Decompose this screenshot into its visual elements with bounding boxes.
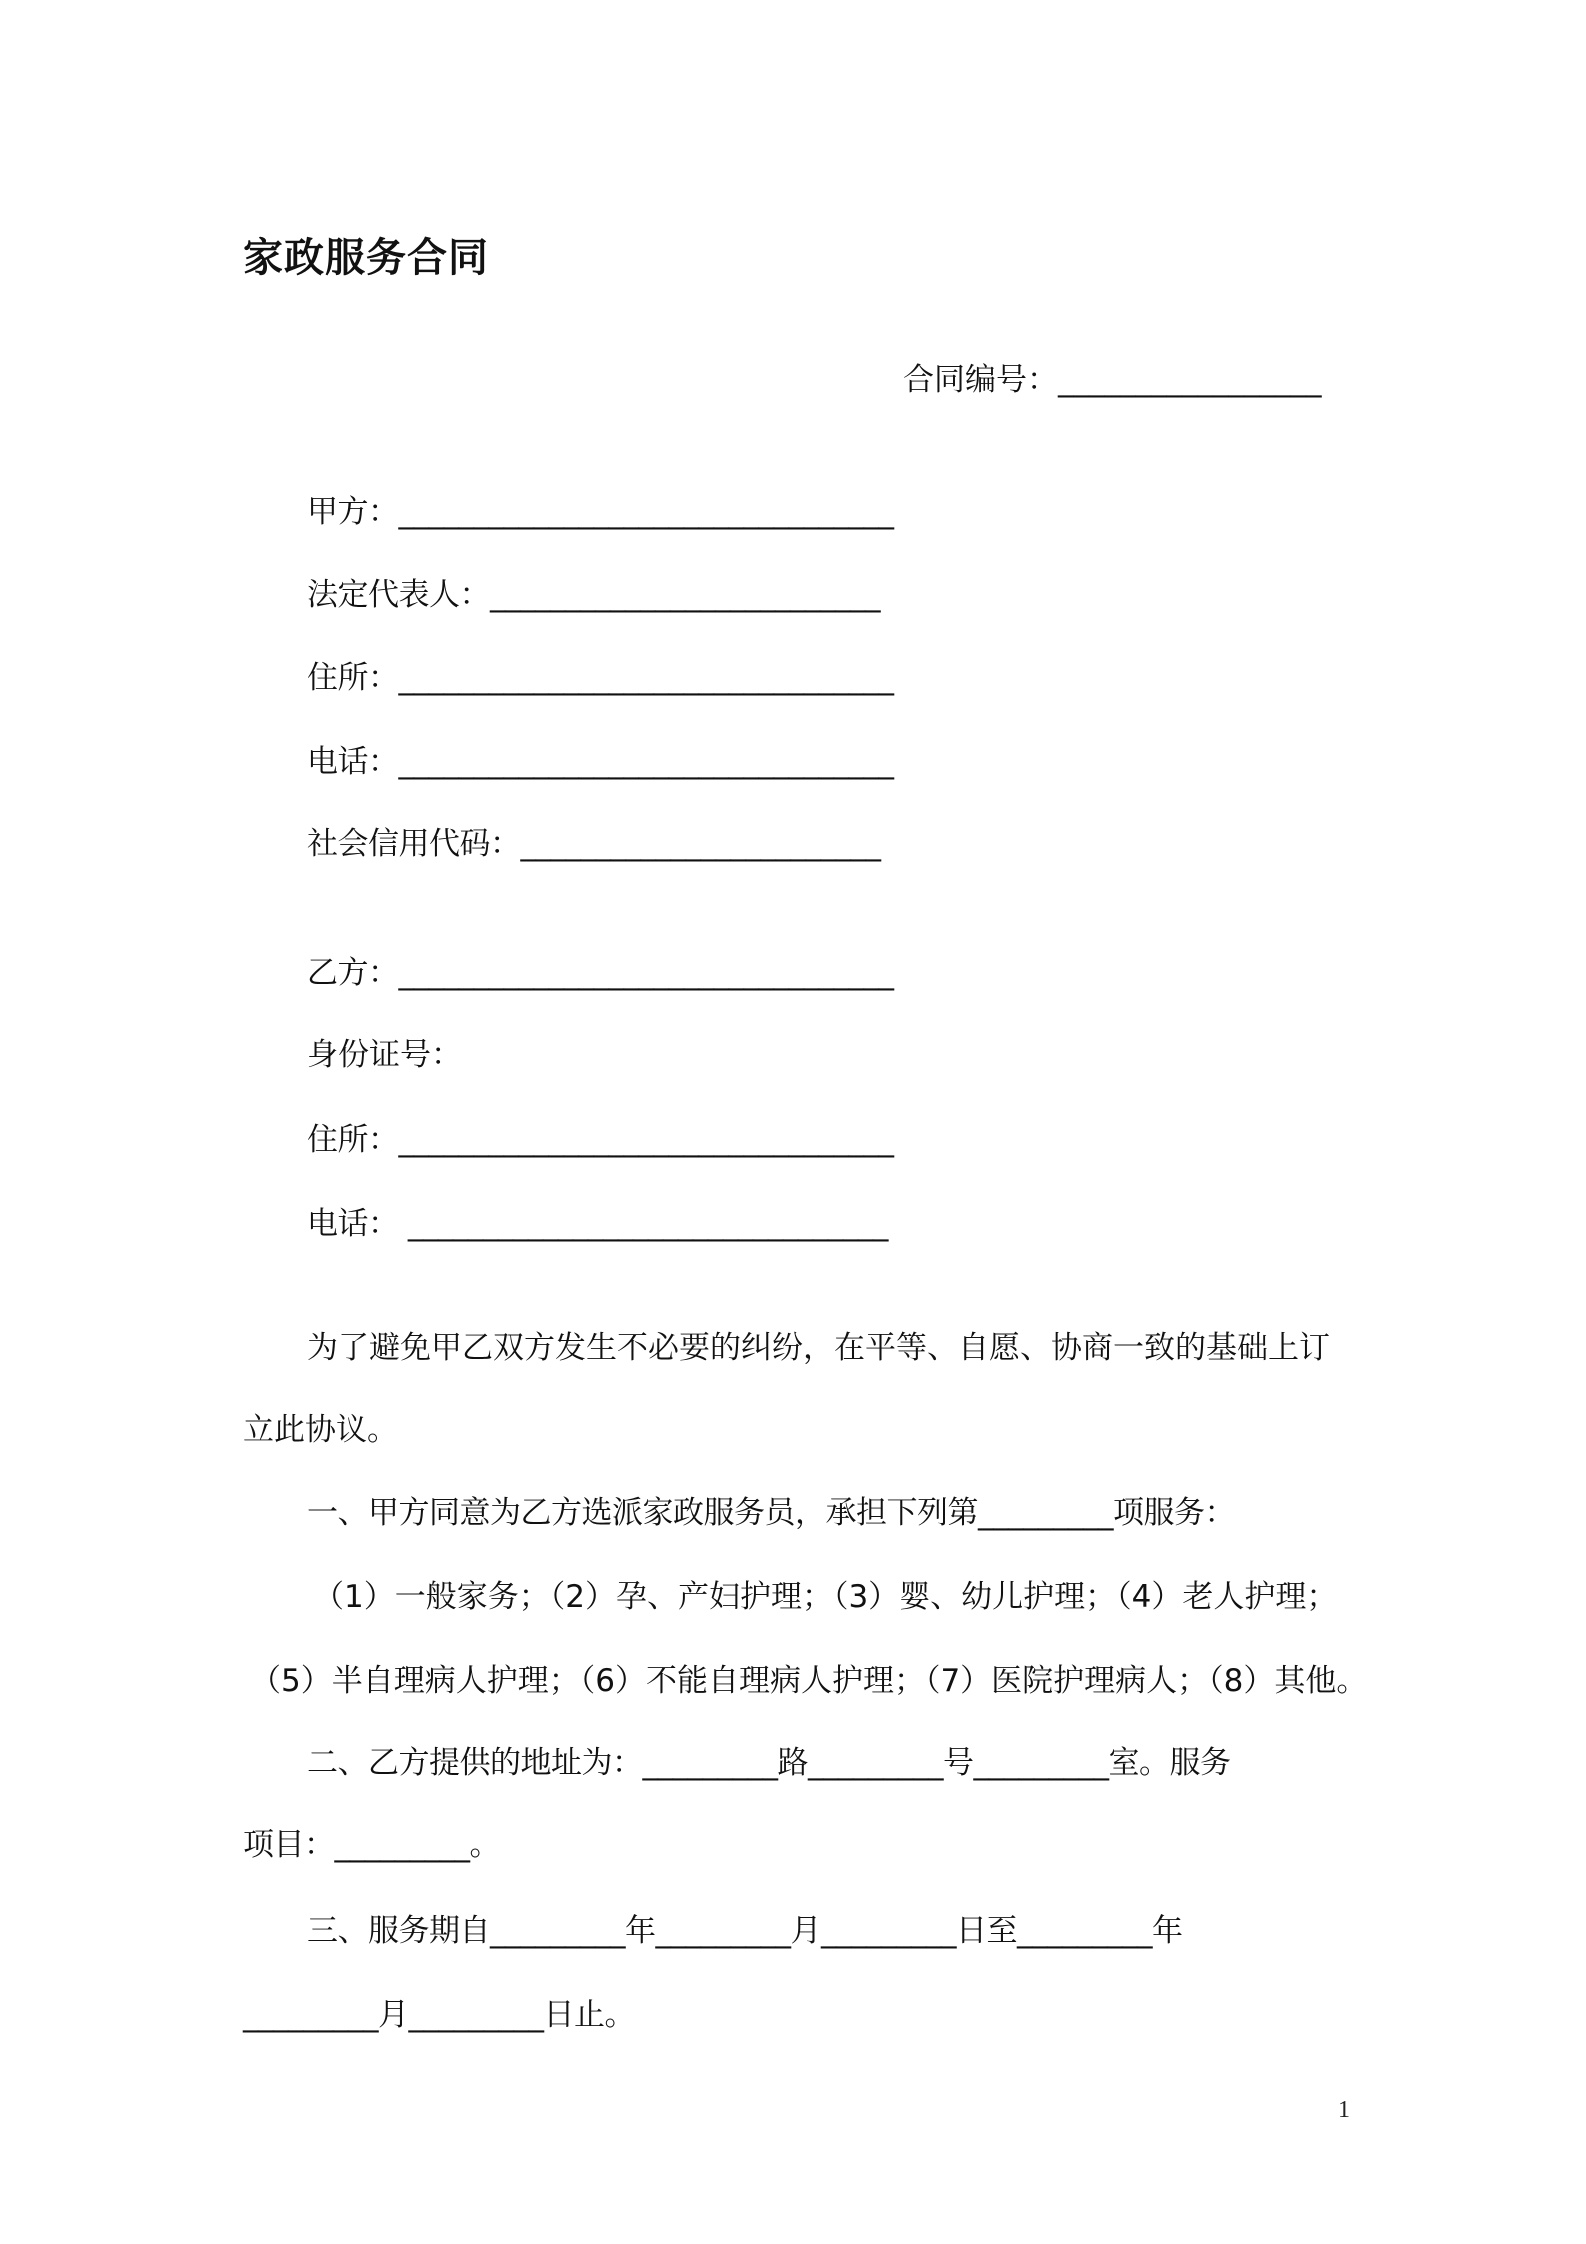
party-a-name-field: 甲方：_________________________________ xyxy=(307,494,894,530)
clause-1-line-2: （1）一般家务；（2）孕、产妇护理；（3）婴、幼儿护理；（4）老人护理； xyxy=(313,1579,1338,1615)
page-number: 1 xyxy=(1338,2097,1350,2123)
party-a-credit-code-field: 社会信用代码：________________________ xyxy=(307,826,881,862)
intro-line-2: 立此协议。 xyxy=(243,1412,398,1448)
party-a-phone-field: 电话：_________________________________ xyxy=(307,744,894,780)
page-title: 家政服务合同 xyxy=(243,235,489,281)
party-b-phone-field: 电话： ________________________________ xyxy=(307,1206,888,1242)
clause-3-line-1: 三、服务期自_________年_________月_________日至_________年 xyxy=(307,1913,1183,1949)
clause-1-line-1: 一、甲方同意为乙方选派家政服务员，承担下列第_________项服务： xyxy=(307,1495,1235,1531)
clause-2-line-1: 二、乙方提供的地址为：_________路_________号_________室。服务 xyxy=(307,1745,1231,1781)
clause-2-line-2: 项目：_________。 xyxy=(243,1827,500,1863)
party-b-name-field: 乙方：_________________________________ xyxy=(307,955,894,991)
intro-line-1: 为了避免甲乙双方发生不必要的纠纷，在平等、自愿、协商一致的基础上订 xyxy=(307,1330,1330,1366)
party-a-legal-rep-field: 法定代表人：__________________________ xyxy=(307,577,880,613)
contract-number-field: 合同编号：_________________ xyxy=(903,362,1322,398)
party-a-address-field: 住所：_________________________________ xyxy=(307,660,894,696)
clause-3-line-2: _________月_________日止。 xyxy=(243,1997,635,2033)
party-b-address-field: 住所：_________________________________ xyxy=(307,1122,894,1158)
party-b-id-field: 身份证号： xyxy=(307,1037,462,1073)
clause-1-line-3: （5）半自理病人护理；（6）不能自理病人护理；（7）医院护理病人；（8）其他。 xyxy=(250,1663,1368,1699)
